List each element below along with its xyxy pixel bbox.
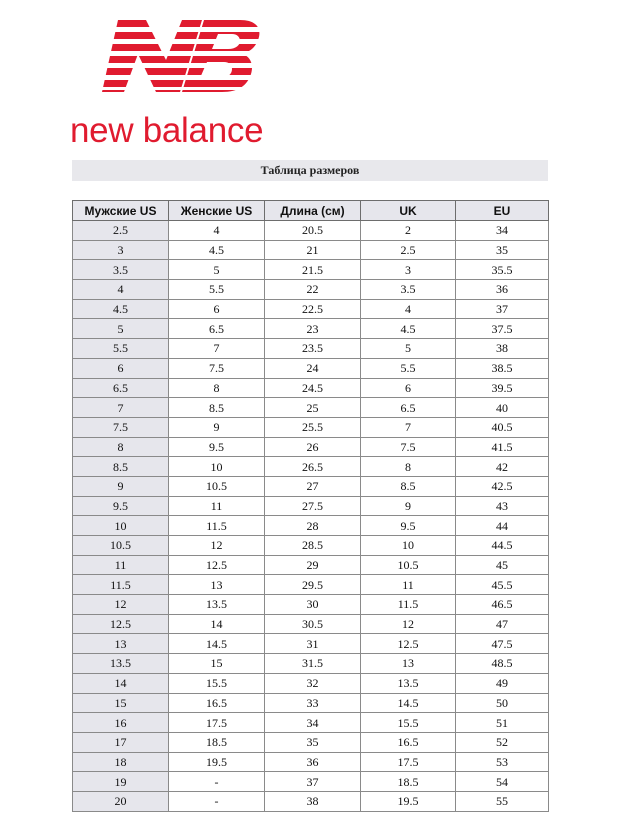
table-row (73, 299, 549, 319)
cell-length-cm: 29.5 (265, 575, 361, 595)
cell-eu: 44.5 (456, 536, 549, 556)
cell-mens-us: 8.5 (73, 457, 169, 477)
table-row (73, 791, 549, 811)
cell-uk: 6 (361, 378, 456, 398)
cell-womens-us: 5.5 (169, 280, 265, 300)
cell-length-cm: 34 (265, 713, 361, 733)
cell-length-cm: 29 (265, 555, 361, 575)
cell-eu: 53 (456, 752, 549, 772)
cell-uk: 11 (361, 575, 456, 595)
cell-mens-us: 13.5 (73, 654, 169, 674)
table-row (73, 713, 549, 733)
header-uk: UK (361, 201, 456, 221)
cell-length-cm: 28 (265, 516, 361, 536)
table-row (73, 555, 549, 575)
cell-eu: 51 (456, 713, 549, 733)
cell-eu: 48.5 (456, 654, 549, 674)
cell-length-cm: 20.5 (265, 221, 361, 241)
cell-uk: 13.5 (361, 673, 456, 693)
cell-womens-us: 18.5 (169, 732, 265, 752)
cell-uk: 3.5 (361, 280, 456, 300)
cell-mens-us: 18 (73, 752, 169, 772)
cell-mens-us: 7.5 (73, 417, 169, 437)
cell-eu: 44 (456, 516, 549, 536)
table-body (73, 221, 549, 812)
cell-womens-us: 6 (169, 299, 265, 319)
cell-eu: 42.5 (456, 476, 549, 496)
table-title: Таблица размеров (72, 160, 548, 181)
cell-uk: 9 (361, 496, 456, 516)
cell-eu: 36 (456, 280, 549, 300)
cell-length-cm: 22 (265, 280, 361, 300)
cell-womens-us: 12 (169, 536, 265, 556)
cell-length-cm: 28.5 (265, 536, 361, 556)
cell-length-cm: 30.5 (265, 614, 361, 634)
cell-mens-us: 9 (73, 476, 169, 496)
cell-length-cm: 37 (265, 772, 361, 792)
cell-mens-us: 4.5 (73, 299, 169, 319)
cell-eu: 40 (456, 398, 549, 418)
cell-length-cm: 23.5 (265, 339, 361, 359)
cell-length-cm: 24 (265, 358, 361, 378)
cell-womens-us: 17.5 (169, 713, 265, 733)
cell-mens-us: 19 (73, 772, 169, 792)
cell-eu: 50 (456, 693, 549, 713)
cell-mens-us: 10 (73, 516, 169, 536)
table-row (73, 654, 549, 674)
cell-uk: 5 (361, 339, 456, 359)
cell-uk: 6.5 (361, 398, 456, 418)
cell-uk: 3 (361, 260, 456, 280)
table-row (73, 496, 549, 516)
cell-mens-us: 5.5 (73, 339, 169, 359)
cell-womens-us: 12.5 (169, 555, 265, 575)
cell-womens-us: 5 (169, 260, 265, 280)
table-row (73, 595, 549, 615)
cell-womens-us: 10.5 (169, 476, 265, 496)
table-row (73, 280, 549, 300)
cell-uk: 19.5 (361, 791, 456, 811)
cell-womens-us: 11 (169, 496, 265, 516)
cell-womens-us: 15 (169, 654, 265, 674)
table-row (73, 417, 549, 437)
cell-uk: 2 (361, 221, 456, 241)
table-row (73, 240, 549, 260)
header-womens-us: Женские US (169, 201, 265, 221)
cell-uk: 4 (361, 299, 456, 319)
table-row (73, 221, 549, 241)
cell-womens-us: 13.5 (169, 595, 265, 615)
cell-uk: 7.5 (361, 437, 456, 457)
cell-womens-us: 10 (169, 457, 265, 477)
table-row (73, 398, 549, 418)
cell-mens-us: 17 (73, 732, 169, 752)
cell-uk: 15.5 (361, 713, 456, 733)
cell-womens-us: 8.5 (169, 398, 265, 418)
cell-womens-us: 14 (169, 614, 265, 634)
cell-womens-us: 8 (169, 378, 265, 398)
size-chart-table (72, 200, 549, 812)
cell-mens-us: 16 (73, 713, 169, 733)
cell-womens-us: 9 (169, 417, 265, 437)
cell-womens-us: 4.5 (169, 240, 265, 260)
cell-length-cm: 26.5 (265, 457, 361, 477)
header-eu: EU (456, 201, 549, 221)
table-row (73, 536, 549, 556)
cell-length-cm: 21 (265, 240, 361, 260)
cell-uk: 11.5 (361, 595, 456, 615)
cell-length-cm: 30 (265, 595, 361, 615)
cell-length-cm: 27 (265, 476, 361, 496)
cell-uk: 10.5 (361, 555, 456, 575)
cell-length-cm: 26 (265, 437, 361, 457)
cell-eu: 45.5 (456, 575, 549, 595)
cell-eu: 34 (456, 221, 549, 241)
cell-eu: 40.5 (456, 417, 549, 437)
cell-eu: 54 (456, 772, 549, 792)
cell-mens-us: 8 (73, 437, 169, 457)
cell-eu: 38 (456, 339, 549, 359)
brand-wordmark: new balance (70, 111, 264, 150)
cell-mens-us: 20 (73, 791, 169, 811)
cell-mens-us: 3 (73, 240, 169, 260)
cell-uk: 9.5 (361, 516, 456, 536)
new-balance-logo (70, 16, 290, 150)
cell-womens-us: 16.5 (169, 693, 265, 713)
cell-length-cm: 27.5 (265, 496, 361, 516)
cell-womens-us: 19.5 (169, 752, 265, 772)
header-length-cm: Длина (см) (265, 201, 361, 221)
cell-womens-us: 7.5 (169, 358, 265, 378)
cell-uk: 18.5 (361, 772, 456, 792)
cell-womens-us: 11.5 (169, 516, 265, 536)
cell-eu: 37.5 (456, 319, 549, 339)
cell-mens-us: 2.5 (73, 221, 169, 241)
table-row (73, 634, 549, 654)
table-row (73, 516, 549, 536)
cell-mens-us: 9.5 (73, 496, 169, 516)
cell-length-cm: 38 (265, 791, 361, 811)
cell-mens-us: 10.5 (73, 536, 169, 556)
cell-mens-us: 14 (73, 673, 169, 693)
table-header-row (73, 201, 549, 221)
cell-length-cm: 25.5 (265, 417, 361, 437)
cell-uk: 10 (361, 536, 456, 556)
cell-mens-us: 5 (73, 319, 169, 339)
cell-length-cm: 32 (265, 673, 361, 693)
cell-uk: 12.5 (361, 634, 456, 654)
cell-uk: 7 (361, 417, 456, 437)
cell-length-cm: 33 (265, 693, 361, 713)
cell-uk: 14.5 (361, 693, 456, 713)
cell-uk: 17.5 (361, 752, 456, 772)
cell-mens-us: 15 (73, 693, 169, 713)
cell-length-cm: 31 (265, 634, 361, 654)
table-row (73, 772, 549, 792)
cell-eu: 55 (456, 791, 549, 811)
cell-eu: 35.5 (456, 260, 549, 280)
cell-mens-us: 11 (73, 555, 169, 575)
cell-length-cm: 31.5 (265, 654, 361, 674)
table-row (73, 732, 549, 752)
table-row (73, 457, 549, 477)
cell-eu: 37 (456, 299, 549, 319)
table-row (73, 358, 549, 378)
cell-womens-us: 14.5 (169, 634, 265, 654)
cell-mens-us: 3.5 (73, 260, 169, 280)
cell-mens-us: 12.5 (73, 614, 169, 634)
cell-eu: 52 (456, 732, 549, 752)
cell-eu: 35 (456, 240, 549, 260)
cell-mens-us: 12 (73, 595, 169, 615)
cell-length-cm: 22.5 (265, 299, 361, 319)
table-row (73, 673, 549, 693)
cell-length-cm: 35 (265, 732, 361, 752)
cell-eu: 46.5 (456, 595, 549, 615)
header-mens-us: Мужские US (73, 201, 169, 221)
cell-eu: 45 (456, 555, 549, 575)
cell-length-cm: 21.5 (265, 260, 361, 280)
cell-eu: 47 (456, 614, 549, 634)
table-row (73, 339, 549, 359)
cell-womens-us: 7 (169, 339, 265, 359)
cell-mens-us: 6.5 (73, 378, 169, 398)
cell-mens-us: 4 (73, 280, 169, 300)
cell-uk: 8 (361, 457, 456, 477)
cell-uk: 13 (361, 654, 456, 674)
cell-womens-us: 15.5 (169, 673, 265, 693)
cell-womens-us: - (169, 772, 265, 792)
table-row (73, 260, 549, 280)
cell-eu: 42 (456, 457, 549, 477)
cell-mens-us: 7 (73, 398, 169, 418)
cell-uk: 2.5 (361, 240, 456, 260)
cell-length-cm: 25 (265, 398, 361, 418)
table-row (73, 437, 549, 457)
cell-uk: 12 (361, 614, 456, 634)
cell-womens-us: 9.5 (169, 437, 265, 457)
table-row (73, 476, 549, 496)
cell-mens-us: 11.5 (73, 575, 169, 595)
cell-uk: 5.5 (361, 358, 456, 378)
table-row (73, 693, 549, 713)
table-row (73, 378, 549, 398)
nb-logo-icon (100, 16, 260, 96)
cell-length-cm: 23 (265, 319, 361, 339)
table-row (73, 614, 549, 634)
cell-womens-us: 13 (169, 575, 265, 595)
table-row (73, 752, 549, 772)
cell-mens-us: 13 (73, 634, 169, 654)
table-row (73, 575, 549, 595)
cell-uk: 4.5 (361, 319, 456, 339)
cell-eu: 49 (456, 673, 549, 693)
cell-mens-us: 6 (73, 358, 169, 378)
cell-eu: 39.5 (456, 378, 549, 398)
cell-uk: 8.5 (361, 476, 456, 496)
table-row (73, 319, 549, 339)
cell-length-cm: 36 (265, 752, 361, 772)
cell-uk: 16.5 (361, 732, 456, 752)
cell-eu: 38.5 (456, 358, 549, 378)
cell-eu: 47.5 (456, 634, 549, 654)
cell-womens-us: 6.5 (169, 319, 265, 339)
cell-eu: 41.5 (456, 437, 549, 457)
cell-eu: 43 (456, 496, 549, 516)
cell-womens-us: 4 (169, 221, 265, 241)
cell-length-cm: 24.5 (265, 378, 361, 398)
cell-womens-us: - (169, 791, 265, 811)
